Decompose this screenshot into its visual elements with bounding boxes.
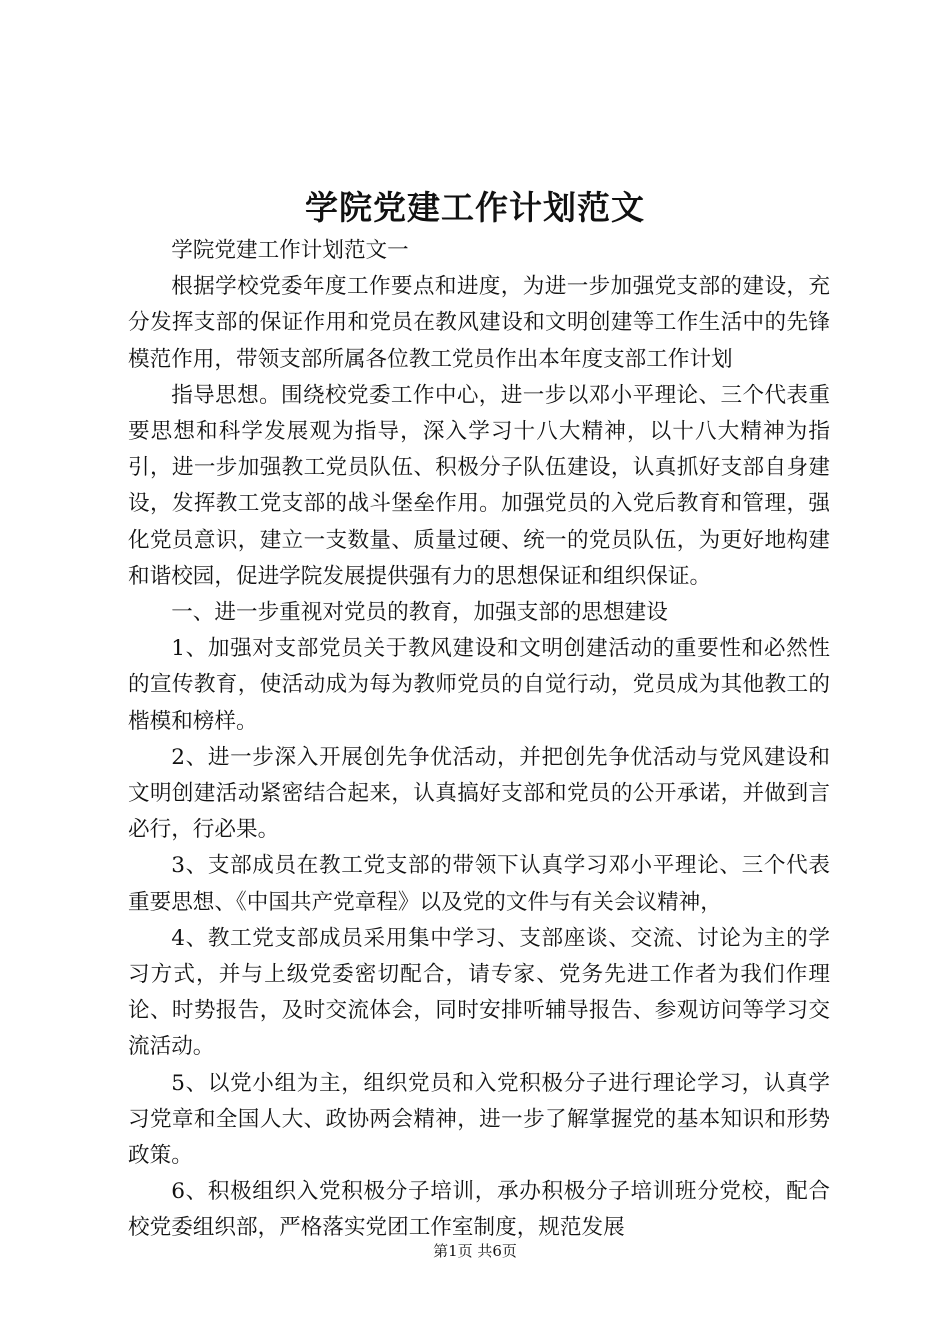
document-body bbox=[128, 233, 830, 1247]
document-title: 学院党建工作计划范文 bbox=[305, 188, 645, 227]
list-item-6: 6、积极组织入党积极分子培训，承办积极分子培训班分党校，配合校党委组织部，严格落实党团工作室制度，规范发展 bbox=[128, 1179, 830, 1241]
section-heading-1: 一、进一步重视对党员的教育，加强支部的思想建设 bbox=[171, 600, 668, 626]
list-item-3: 3、支部成员在教工党支部的带领下认真学习邓小平理论、三个代表重要思想、《中国共产党章程》以及党的文件与有关会议精神， bbox=[128, 853, 830, 915]
paragraph-intro: 根据学校党委年度工作要点和进度，为进一步加强党支部的建设，充分发挥支部的保证作用和党员在教风建设和文明创建等工作生活中的先锋模范作用，带领支部所属各位教工党员作出本年度支部工作计划 bbox=[128, 274, 830, 372]
paragraph-guiding-thought: 指导思想。围绕校党委工作中心，进一步以邓小平理论、三个代表重要思想和科学发展观为指导，深入学习十八大精神，以十八大精神为指引，进一步加强教工党员队伍、积极分子队伍建设，认真抓好支部自身建设，发挥教工党支部的战斗堡垒作用。加强党员的入党后教育和管理，强化党员意识，建立一支数量、质量过硬、统一的党员队伍，为更好地构建和谐校园，促进学院发展提供强有力的思想保证和组织保证。 bbox=[128, 382, 830, 589]
list-item-5: 5、以党小组为主，组织党员和入党积极分子进行理论学习，认真学习党章和全国人大、政协两会精神，进一步了解掌握党的基本知识和形势政策。 bbox=[128, 1070, 830, 1169]
list-item-2: 2、进一步深入开展创先争优活动，并把创先争优活动与党风建设和文明创建活动紧密结合起来，认真搞好支部和党员的公开承诺，并做到言必行，行必果。 bbox=[128, 744, 830, 843]
page-footer: 第1页 共6页 bbox=[433, 1242, 517, 1260]
paragraph-heading: 学院党建工作计划范文一 bbox=[171, 238, 409, 263]
list-item-4: 4、教工党支部成员采用集中学习、支部座谈、交流、讨论为主的学习方式，并与上级党委密切配合，请专家、党务先进工作者为我们作理论、时势报告，及时交流体会，同时安排听辅导报告、参观访问等学习交流活动。 bbox=[128, 925, 830, 1060]
list-item-1: 1、加强对支部党员关于教风建设和文明创建活动的重要性和必然性的宣传教育，使活动成为每为教师党员的自觉行动，党员成为其他教工的楷模和榜样。 bbox=[128, 636, 830, 734]
